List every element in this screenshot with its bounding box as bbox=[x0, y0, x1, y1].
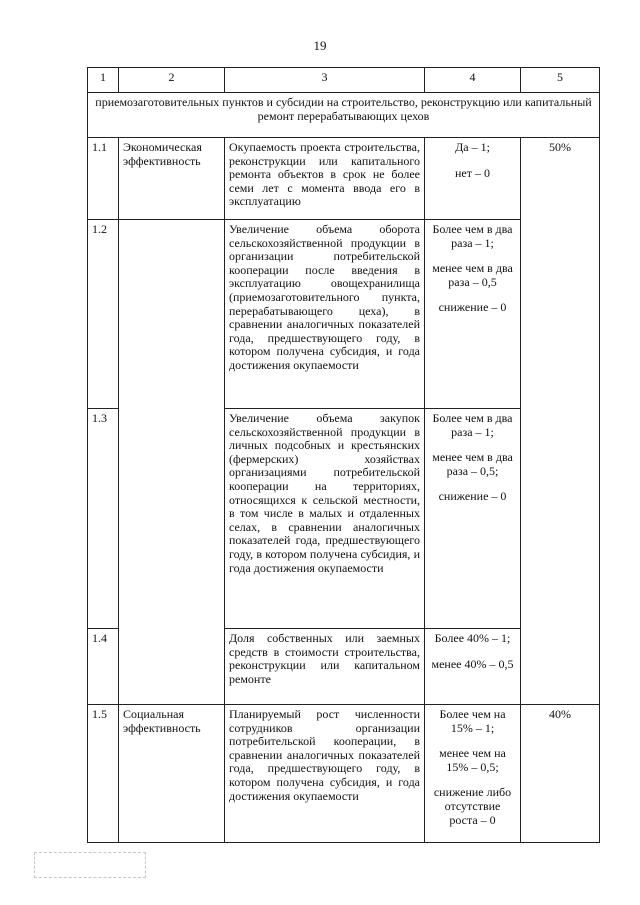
header-col-2: 2 bbox=[119, 68, 225, 93]
header-col-1: 1 bbox=[88, 68, 119, 93]
criterion-cell-merged bbox=[119, 220, 225, 705]
condition-value: Более чем в два раза – 1; bbox=[432, 411, 513, 439]
row-number: 1.5 bbox=[88, 705, 119, 843]
indicator-cell: Планируемый рост численности сотрудников организации потребительской кооперации, в сравнении аналогичных показателей года, предшествующего году, в котором получена субсидия, и года достижения окупаемости bbox=[225, 705, 425, 843]
conditions-cell bbox=[425, 705, 521, 843]
weight-cell: 50% bbox=[521, 138, 600, 705]
criterion-cell: Социальная эффективность bbox=[119, 705, 225, 843]
indicator-cell: Окупаемость проекта строительства, реконструкции или капитального ремонта объектов в срок не более семи лет с момента ввода его в эксплуатацию bbox=[225, 138, 425, 220]
header-col-4: 4 bbox=[425, 68, 521, 93]
conditions-cell bbox=[425, 629, 521, 705]
header-col-3: 3 bbox=[225, 68, 425, 93]
header-col-5: 5 bbox=[521, 68, 600, 93]
condition-value: менее чем в два раза – 0,5; bbox=[432, 450, 513, 478]
criteria-table bbox=[87, 67, 600, 843]
row-number: 1.1 bbox=[88, 138, 119, 220]
condition-value: Более 40% – 1; bbox=[434, 631, 511, 645]
condition-value: менее 40% – 0,5 bbox=[431, 656, 514, 671]
table-row bbox=[88, 138, 600, 220]
condition-value: Более чем на 15% – 1; bbox=[439, 707, 506, 735]
condition-value: нет – 0 bbox=[455, 165, 490, 180]
criterion-cell: Экономическая эффективность bbox=[119, 138, 225, 220]
condition-value: Да – 1; bbox=[455, 140, 490, 154]
row-number: 1.4 bbox=[88, 629, 119, 705]
condition-value: менее чем в два раза – 0,5 bbox=[432, 261, 513, 289]
conditions-cell bbox=[425, 220, 521, 409]
conditions-cell bbox=[425, 138, 521, 220]
condition-value: менее чем на 15% – 0,5; bbox=[439, 746, 506, 774]
indicator-cell: Увеличение объема закупок сельскохозяйственной продукции в личных подсобных и крестьянских (фермерских) хозяйствах организациями потребительской кооперации на территориях, относящихся к сельской местности, в том числе в малых и отдаленных селах, в сравнении аналогичных показателей года, предшествующего году, в котором получена субсидия, и года достижения окупаемости bbox=[225, 409, 425, 629]
condition-value: Более чем в два раза – 1; bbox=[432, 222, 513, 250]
table-header-row bbox=[88, 68, 600, 93]
section-intro-row bbox=[88, 93, 600, 138]
table-row bbox=[88, 705, 600, 843]
condition-value: снижение – 0 bbox=[438, 489, 507, 504]
row-number: 1.2 bbox=[88, 220, 119, 409]
page-number: 19 bbox=[313, 38, 327, 53]
condition-value: снижение либо отсутствие роста – 0 bbox=[433, 785, 512, 827]
row-number: 1.3 bbox=[88, 409, 119, 629]
conditions-cell bbox=[425, 409, 521, 629]
registration-stamp-mark bbox=[34, 852, 146, 878]
indicator-cell: Увеличение объема оборота сельскохозяйственной продукции в организации потребительской кооперации после введения в эксплуатацию овощехранилища (приемозаготовительного пункта, перерабатывающего цеха), в сравнении аналогичных показателей года, предшествующего году, в котором получена субсидия, и года достижения окупаемости bbox=[225, 220, 425, 409]
weight-cell: 40% bbox=[521, 705, 600, 843]
section-intro-text: приемозаготовительных пунктов и субсидии на строительство, реконструкцию или капитальный ремонт перерабатывающих цехов bbox=[88, 93, 600, 138]
condition-value: снижение – 0 bbox=[438, 300, 507, 315]
indicator-cell: Доля собственных или заемных средств в стоимости строительства, реконструкции или капитальном ремонте bbox=[225, 629, 425, 705]
